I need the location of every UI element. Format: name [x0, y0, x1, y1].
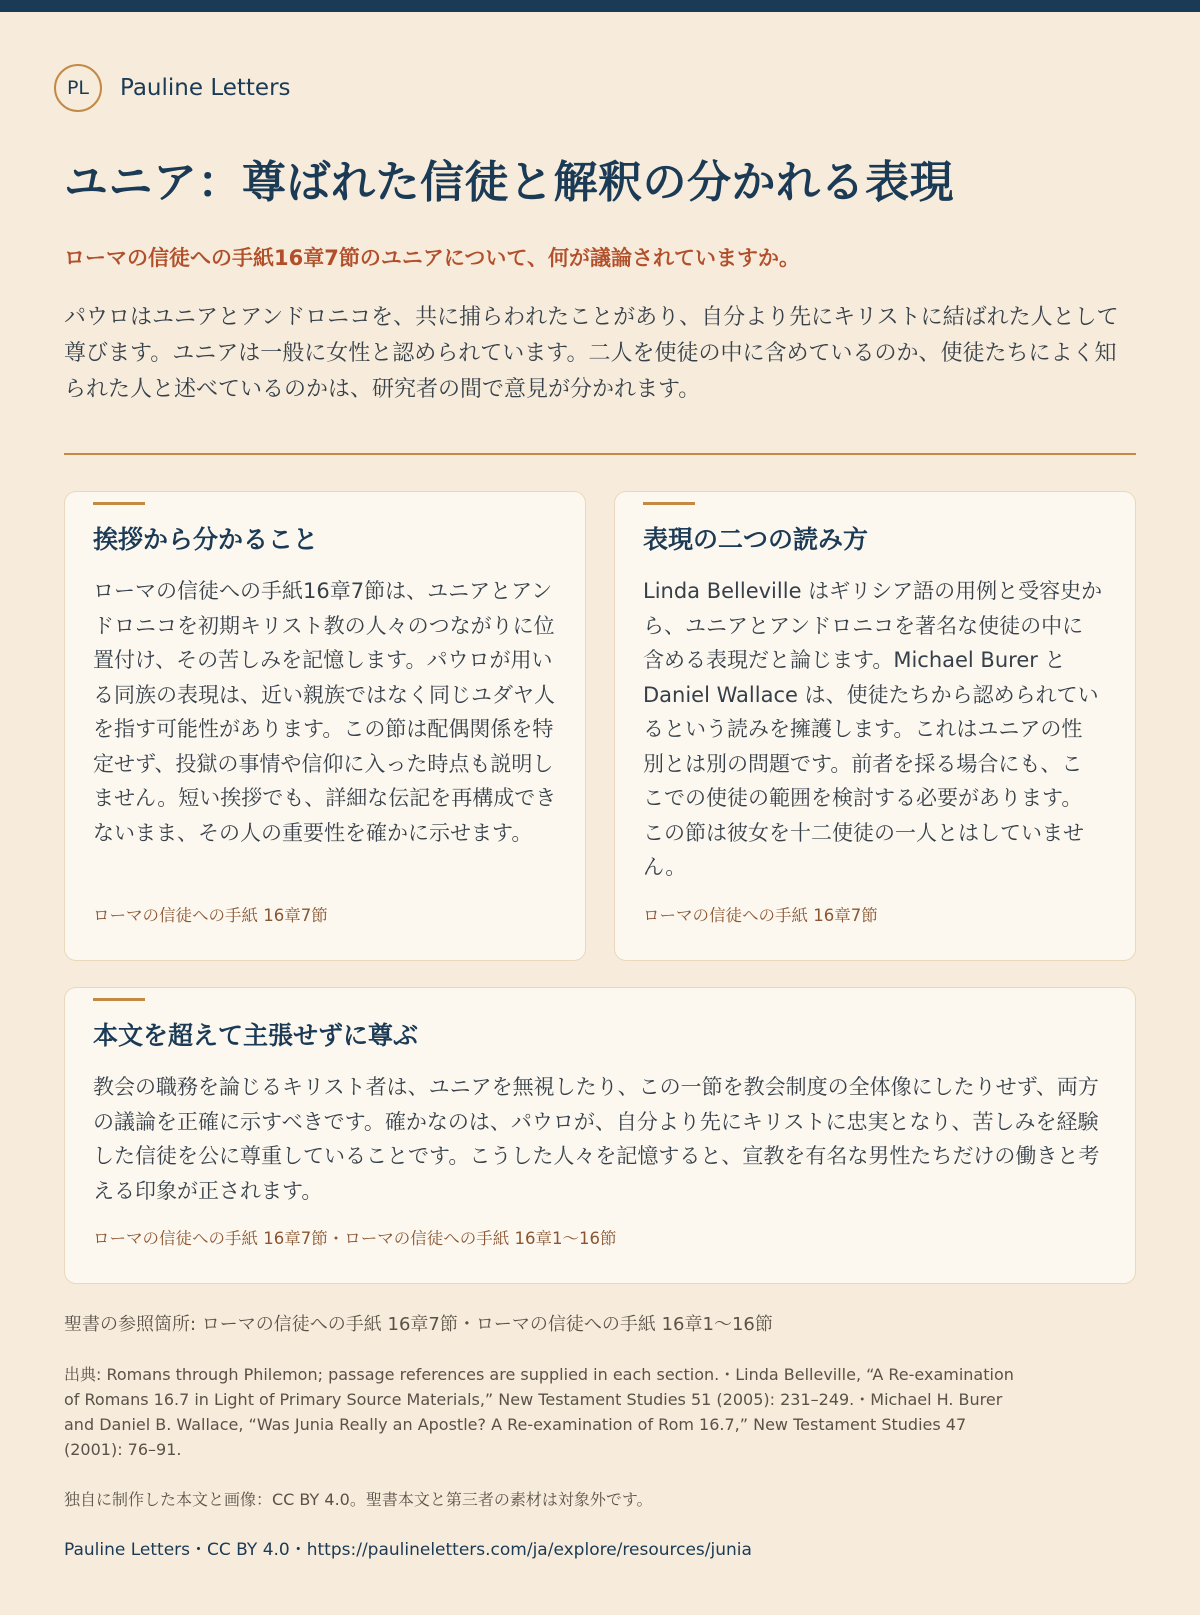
- section-card-honor: [64, 987, 1136, 1284]
- section-heading: 本文を超えて主張せずに尊ぶ: [93, 1021, 419, 1050]
- brand[interactable]: [54, 62, 291, 114]
- section-body: Linda Belleville はギリシア語の用例と受容史から、ユニアとアンドロニコを著名な使徒の中に含める表現だと論じます。Michael Burer と Daniel Wallace は、使徒たちから認められているという読みを擁護します。これはユニアの性別とは別の問題です。前者を採る場合にも、ここでの使徒の範囲を検討する必要があります。この節は彼女を十二使徒の一人とはしていません。: [643, 579, 1103, 879]
- card-accent-line: [93, 502, 145, 505]
- page-title: ユニア：尊ばれた信徒と解釈の分かれる表現: [64, 157, 954, 208]
- section-card-greeting: [64, 491, 586, 961]
- section-body: ローマの信徒への手紙16章7節は、ユニアとアンドロニコを初期キリスト教の人々のつながりに位置付け、その苦しみを記憶します。パウロが用いる同族の表現は、近い親族ではなく同じユダヤ人を指す可能性があります。この節は配偶関係を特定せず、投獄の事情や信仰に入った時点も説明しません。短い挨拶でも、詳細な伝記を再構成できないまま、その人の重要性を確かに示せます。: [93, 579, 557, 845]
- section-divider: [64, 453, 1136, 455]
- question-heading: ローマの信徒への手紙16章7節のユニアについて、何が議論されていますか。: [64, 246, 800, 270]
- section-heading: 挨拶から分かること: [93, 525, 319, 554]
- lead-paragraph: パウロはユニアとアンドロニコを、共に捕らわれたことがあり、自分より先にキリストに結ばれた人として尊びます。ユニアは一般に女性と認められています。二人を使徒の中に含めているのか、使徒たちによく知られた人と述べているのかは、研究者の間で意見が分かれます。: [64, 305, 1119, 402]
- license-note: 独自に制作した本文と画像：CC BY 4.0。聖書本文と第三者の素材は対象外です。: [64, 1490, 653, 1509]
- section-heading: 表現の二つの読み方: [643, 525, 869, 554]
- section-reference: ローマの信徒への手紙 16章7節: [643, 906, 878, 925]
- logo-badge: PL: [54, 64, 102, 112]
- card-accent-line: [93, 998, 145, 1001]
- scripture-references: 聖書の参照箇所: ローマの信徒への手紙 16章7節・ローマの信徒への手紙 16章1〜16節: [64, 1314, 773, 1335]
- section-body: 教会の職務を論じるキリスト者は、ユニアを無視したり、この一節を教会制度の全体像にしたりせず、両方の議論を正確に示すべきです。確かなのは、パウロが、自分より先にキリストに忠実となり、苦しみを経験した信徒を公に尊重していることです。こうした人々を記憶すると、宣教を有名な男性たちだけの働きと考える印象が正されます。: [93, 1075, 1100, 1203]
- section-card-two-readings: [614, 491, 1136, 961]
- card-accent-line: [643, 502, 695, 505]
- sources-citation: 出典: Romans through Philemon; passage references are supplied in each section.・Linda Belleville, “A Re-examination of Romans 16.7 in Light of Primary Source Materials,” New Testament Studies 51 (2005): 231–249.・Michael H. Burer and Daniel B. Wallace, “Was Junia Really an Apostle? A Re-examination of Rom 16.7,” New Testament Studies 47 (2001): 76–91.: [64, 1365, 1014, 1459]
- section-reference: ローマの信徒への手紙 16章7節・ローマの信徒への手紙 16章1〜16節: [93, 1229, 617, 1248]
- section-reference: ローマの信徒への手紙 16章7節: [93, 906, 328, 925]
- footer-credit-link[interactable]: Pauline Letters・CC BY 4.0・https://paulineletters.com/ja/explore/resources/junia: [64, 1540, 752, 1560]
- top-bar: [0, 0, 1200, 12]
- brand-name: Pauline Letters: [120, 75, 291, 101]
